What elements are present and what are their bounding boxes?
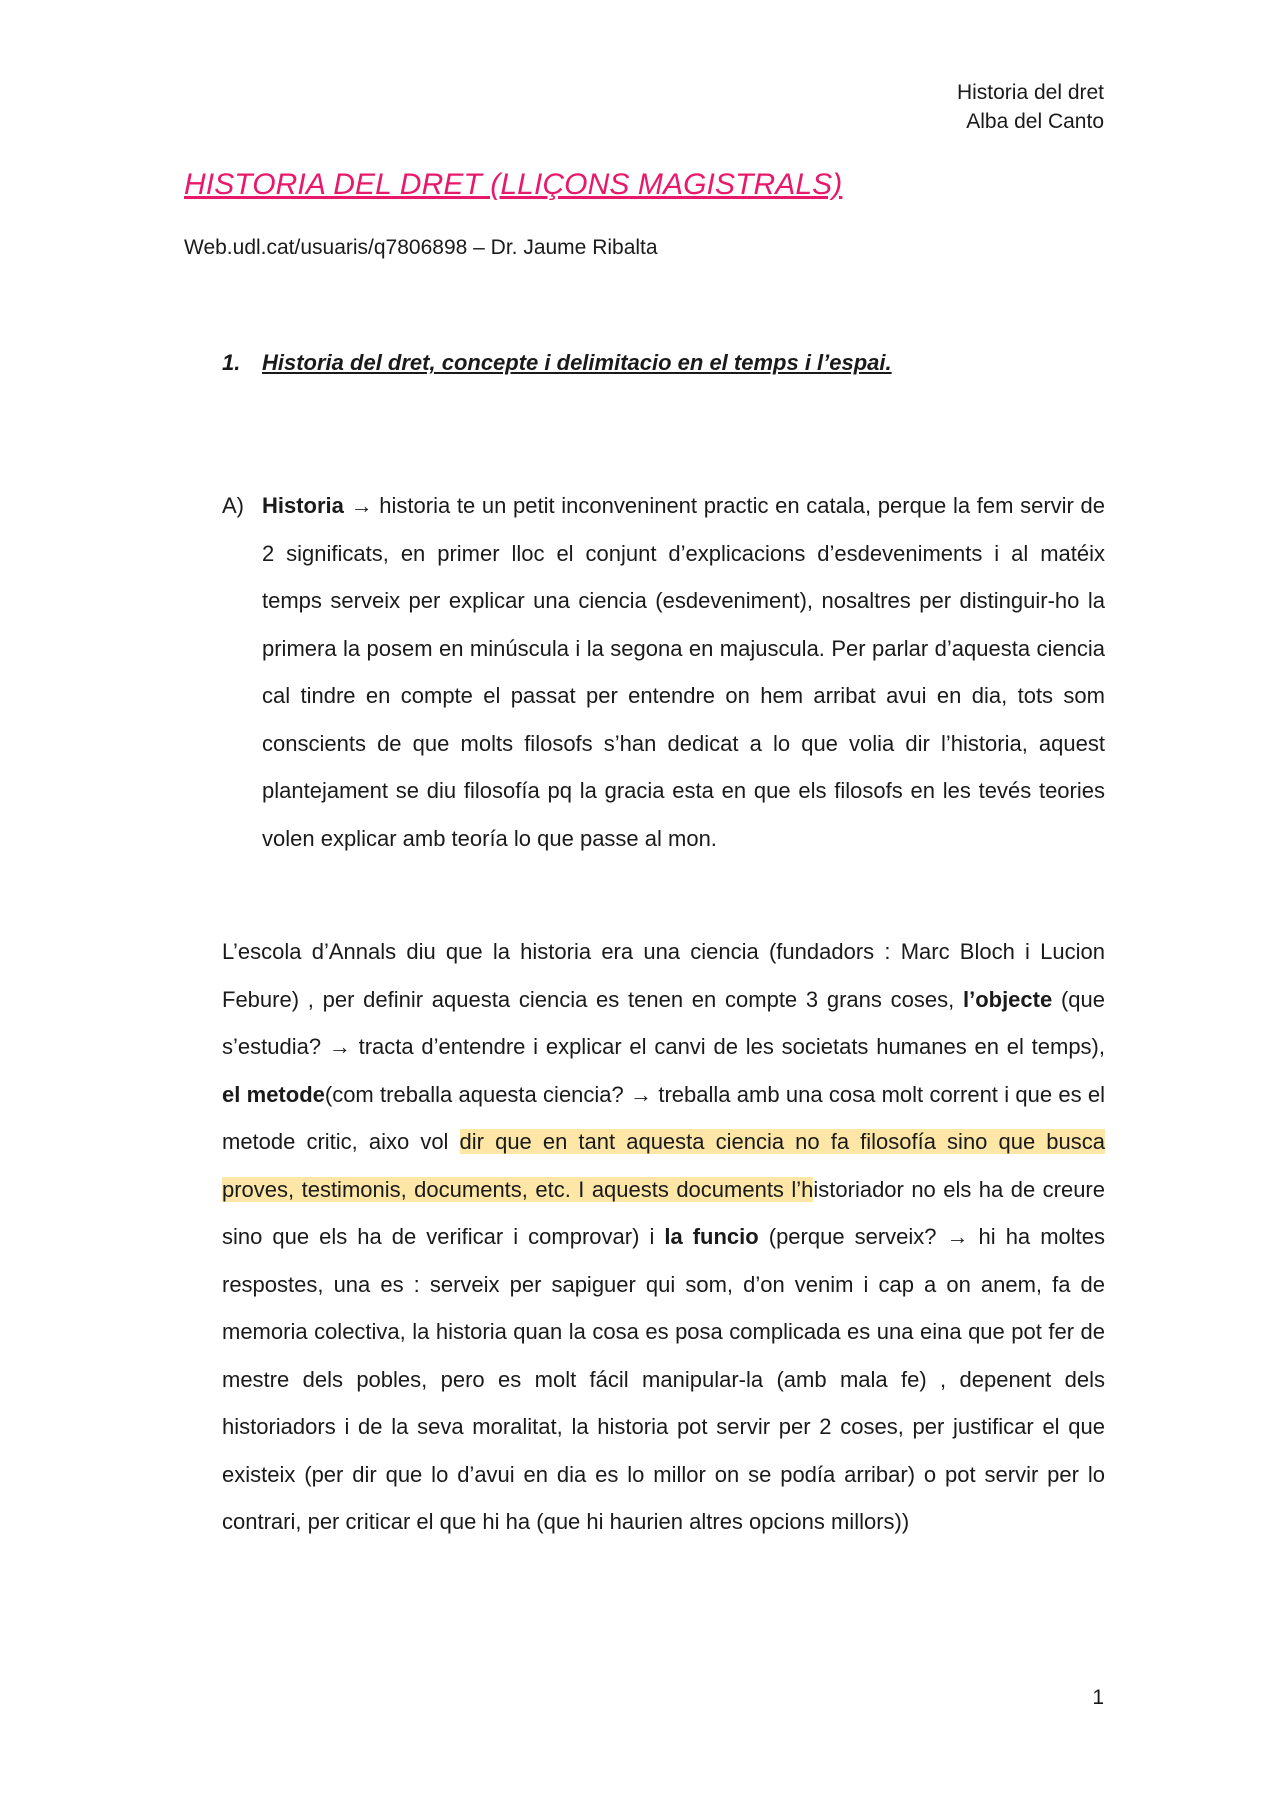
term-objecte: l’objecte [962, 986, 1053, 1012]
document-title: HISTORIA DEL DRET (LLIÇONS MAGISTRALS) [184, 168, 843, 201]
source-line: Web.udl.cat/usuaris/q7806898 – Dr. Jaume Ribalta [184, 236, 658, 259]
term-metode: el metode [222, 1081, 325, 1107]
term-funcio: la funcio [664, 1224, 759, 1249]
arrow-icon: → [343, 493, 380, 518]
body-paragraph [222, 928, 1105, 1546]
header-author: Alba del Canto [966, 110, 1104, 133]
page-number: 1 [1092, 1686, 1104, 1709]
highlighted-text: dir que en tant aquesta ciencia no fa filosofía sino que busca proves, testimonis, documents, etc. I aquests documents l’h [222, 1129, 1106, 1202]
paragraph-text-1: L’escola d’Annals diu que la historia era una ciencia (fundadors : Marc Bloch i Lucion Febure) , per definir aquesta ciencia es tenen en compte 3 grans coses, [222, 939, 1105, 1012]
paragraph-text-5: (perque serveix? → hi ha moltes respostes, una es : serveix per sapiguer qui som, d’on venim i cap a on anem, fa de memoria colectiva, la historia quan la cosa es posa complicada es una eina que pot fer de mestre dels pobles, pero es molt fácil manipular-la (amb mala fe) , depenent dels historiadors i de la seva moralitat, la historia pot servir per 2 coses, per justificar el que existeix (per dir que lo d’avui en dia es lo millor on se podía arribar) o pot servir per lo contrari, per criticar el que hi ha (que hi haurien altres opcions millors)) [222, 1224, 1105, 1534]
section-heading [222, 350, 892, 376]
list-item-a [222, 482, 1105, 862]
list-item-text: historia te un petit inconveninent practic en catala, perque la fem servir de 2 significats, en primer lloc el conjunt d’explicacions d’esdeveniments i al matéix temps serveix per explicar una ciencia (esdeveniment), nosaltres per distinguir-ho la primera la posem en minúscula i la segona en majuscula. Per parlar d’aquesta ciencia cal tindre en compte el passat per entendre on hem arribat avui en dia, tots som conscients de que molts filosofs s’han dedicat a lo que volia dir l’historia, aquest plantejament se diu filosofía pq la gracia esta en que els filosofs en les tevés teories volen explicar amb teoría lo que passe al mon. [262, 493, 1105, 851]
header-subject: Historia del dret [956, 81, 1104, 104]
list-item-body [262, 482, 1105, 862]
section-title: Historia del dret, concepte i delimitacio en el temps i l’espai. [262, 350, 892, 375]
paragraph-text-4: istoriador no els ha de creure sino que els ha de verificar i comprovar) i [222, 1176, 1105, 1249]
paragraph-text-3: (com treballa aquesta ciencia? → treballa amb una cosa molt corrent i que es el metode critic, aixo vol [222, 1081, 1106, 1154]
section-number: 1. [222, 350, 241, 375]
term-historia: Historia [262, 493, 344, 518]
page-header [957, 78, 1104, 136]
paragraph-text-2: (que s’estudia? → tracta d’entendre i explicar el canvi de les societats humanes en el temps), [222, 986, 1105, 1059]
list-marker: A) [222, 493, 244, 518]
